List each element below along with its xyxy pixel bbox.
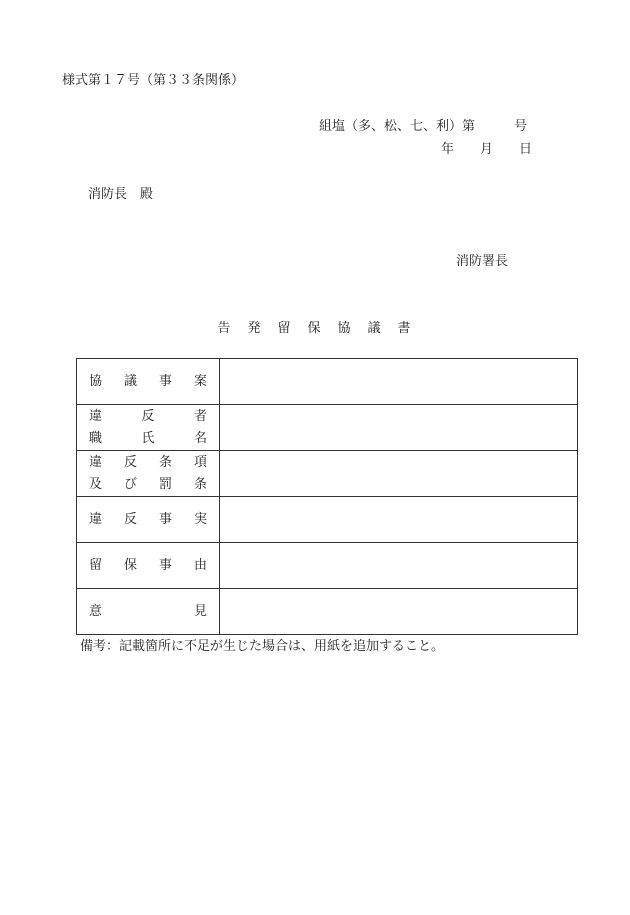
form-table <box>76 358 578 635</box>
table-row <box>77 405 578 451</box>
document-number: 組塩（多、松、七、利）第 号 <box>319 119 528 134</box>
row-label <box>77 543 220 589</box>
addressee: 消防長 殿 <box>88 187 154 202</box>
note: 備考：記載箇所に不足が生じた場合は、用紙を追加すること。 <box>80 639 445 654</box>
sender: 消防署長 <box>456 254 509 269</box>
row-value[interactable] <box>220 359 578 405</box>
row-label-line: 意 見 <box>89 603 207 619</box>
row-value[interactable] <box>220 451 578 497</box>
table-row <box>77 497 578 543</box>
row-label-line: 及 び 罰 条 <box>89 476 207 492</box>
form-number: 様式第１７号（第３３条関係） <box>62 73 245 88</box>
row-label <box>77 359 220 405</box>
row-label-line: 留 保 事 由 <box>89 557 207 573</box>
document-title: 告 発 留 保 協 議 書 <box>217 321 413 336</box>
row-value[interactable] <box>220 497 578 543</box>
table-row <box>77 359 578 405</box>
row-label-line: 職 氏 名 <box>89 430 207 446</box>
table-row <box>77 451 578 497</box>
table-row <box>77 589 578 635</box>
row-label <box>77 405 220 451</box>
row-value[interactable] <box>220 405 578 451</box>
table-row <box>77 543 578 589</box>
row-label <box>77 497 220 543</box>
row-label-line: 違 反 事 実 <box>89 511 207 527</box>
row-label-line: 違 反 条 項 <box>89 454 207 470</box>
row-label-line: 協 議 事 案 <box>89 373 207 389</box>
row-value[interactable] <box>220 589 578 635</box>
row-label <box>77 451 220 497</box>
row-label-line: 違 反 者 <box>89 408 207 424</box>
row-label <box>77 589 220 635</box>
row-value[interactable] <box>220 543 578 589</box>
document-date: 年 月 日 <box>441 142 533 157</box>
